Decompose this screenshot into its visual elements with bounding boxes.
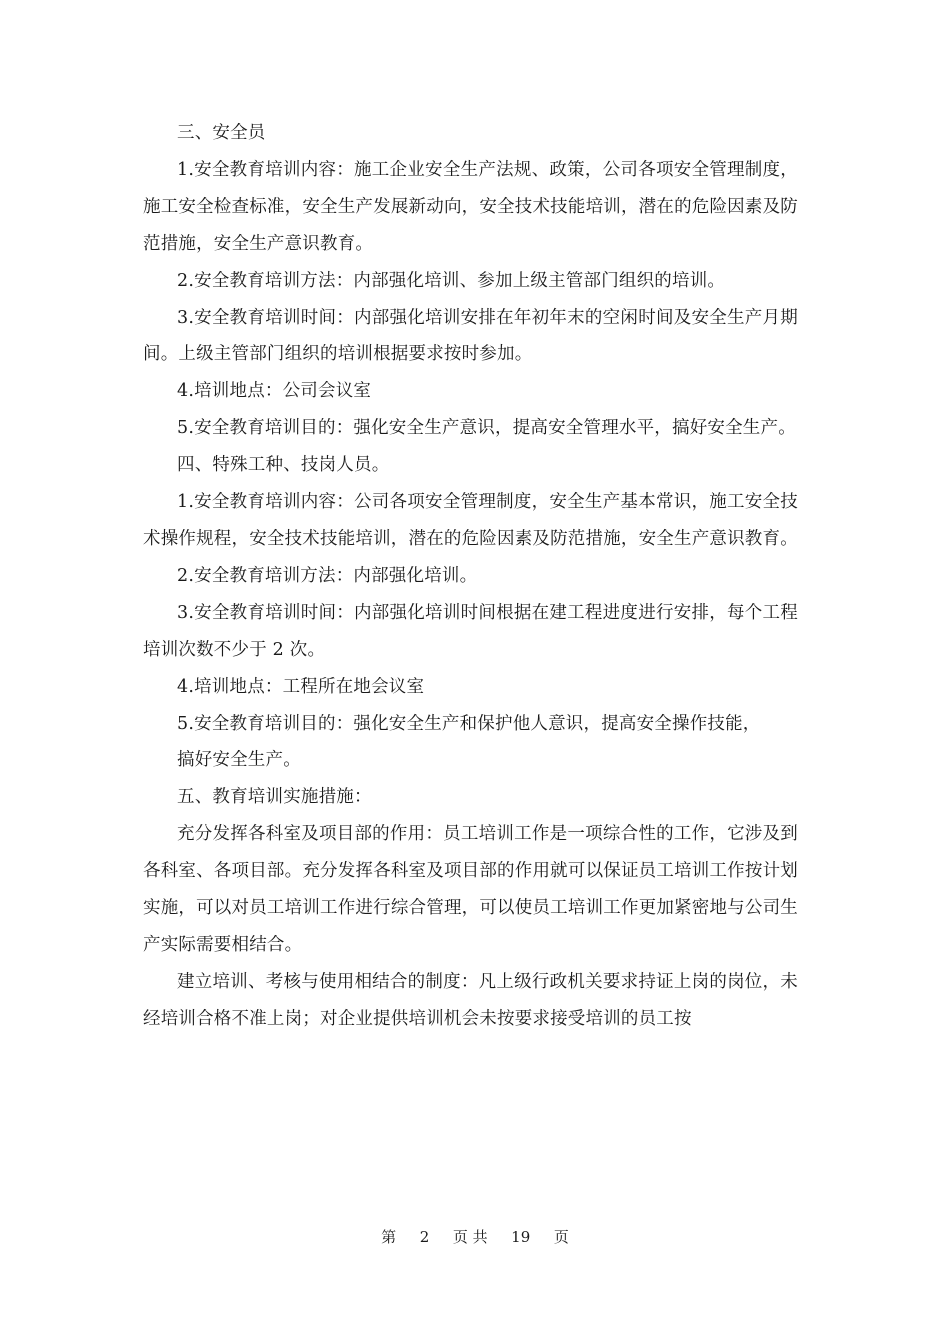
paragraph: 1.安全教育培训内容：施工企业安全生产法规、政策，公司各项安全管理制度，施工安全检查标准，安全生产发展新动向，安全技术技能培训，潜在的危险因素及防范措施，安全生产意识教育。 bbox=[143, 159, 798, 254]
section-heading-safety-officer: 三、安全员 bbox=[177, 123, 266, 143]
paragraph: 3.安全教育培训时间：内部强化培训安排在年初年末的空闲时间及安全生产月期间。上级主管部门组织的培训根据要求按时参加。 bbox=[143, 307, 798, 365]
section-heading-special-workers: 四、特殊工种、技岗人员。 bbox=[177, 455, 390, 476]
footer-total-pages: 19 bbox=[511, 1228, 531, 1246]
paragraph: 5.安全教育培训目的：强化安全生产意识，提高安全管理水平，搞好安全生产。 bbox=[177, 418, 796, 439]
paragraph: 3.安全教育培训时间：内部强化培训时间根据在建工程进度进行安排，每个工程培训次数不少于 2 次。 bbox=[143, 602, 798, 660]
page-footer bbox=[0, 1226, 950, 1248]
paragraph: 2.安全教育培训方法：内部强化培训、参加上级主管部门组织的培训。 bbox=[177, 270, 726, 291]
paragraph: 充分发挥各科室及项目部的作用：员工培训工作是一项综合性的工作，它涉及到各科室、各项目部。充分发挥各科室及项目部的作用就可以保证员工培训工作按计划实施，可以对员工培训工作进行综合管理，可以使员工培训工作更加紧密地与公司生产实际需要相结合。 bbox=[143, 824, 798, 955]
footer-suffix: 页 bbox=[553, 1228, 569, 1246]
paragraph: 4.培训地点：公司会议室 bbox=[177, 381, 372, 402]
paragraph: 1.安全教育培训内容：公司各项安全管理制度，安全生产基本常识，施工安全技术操作规程，安全技术技能培训，潜在的危险因素及防范措施，安全生产意识教育。 bbox=[143, 492, 798, 549]
section-heading-implementation: 五、教育培训实施措施： bbox=[177, 787, 372, 808]
paragraph: 2.安全教育培训方法：内部强化培训。 bbox=[177, 565, 478, 586]
paragraph: 建立培训、考核与使用相结合的制度：凡上级行政机关要求持证上岗的岗位，未经培训合格不准上岗；对企业提供培训机会未按要求接受培训的员工按 bbox=[143, 971, 798, 1029]
footer-prefix: 第 bbox=[381, 1228, 397, 1246]
paragraph: 4.培训地点：工程所在地会议室 bbox=[177, 676, 425, 697]
document-body bbox=[143, 115, 798, 1038]
footer-middle: 页 共 bbox=[452, 1228, 488, 1246]
paragraph: 搞好安全生产。 bbox=[177, 750, 301, 771]
footer-page-number: 2 bbox=[419, 1228, 430, 1246]
paragraph: 5.安全教育培训目的：强化安全生产和保护他人意识，提高安全操作技能， bbox=[177, 713, 761, 734]
